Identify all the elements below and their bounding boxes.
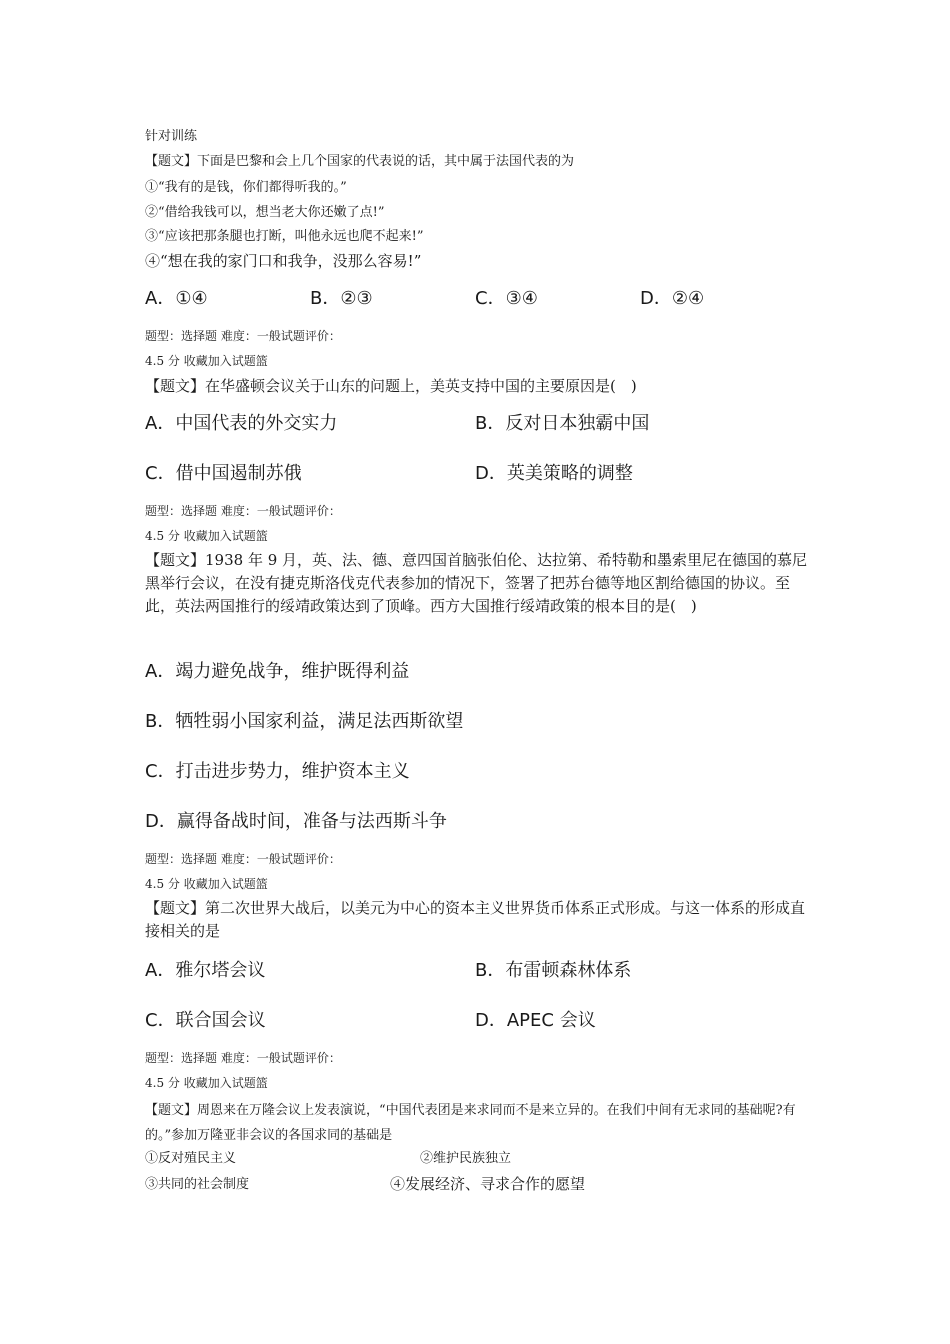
q3-stem: 【题文】1938 年 9 月，英、法、德、意四国首脑张伯伦、达拉第、希特勒和墨索里尼在德国的慕尼黑举行会议，在没有捷克斯洛伐克代表参加的情况下，签署了把苏台德等地区割给德国的协议。至此，英法两国推行的绥靖政策达到了顶峰。西方大国推行绥靖政策的根本目的是( ) xyxy=(145,551,808,615)
q1-option-a[interactable]: A．①④ xyxy=(145,288,208,309)
q5-item-3: ③共同的社会制度 xyxy=(145,1177,250,1192)
q5-item-2: ②维护民族独立 xyxy=(420,1151,512,1166)
q2-option-b[interactable]: B．反对日本独霸中国 xyxy=(475,413,650,434)
q1-stem: 【题文】下面是巴黎和会上几个国家的代表说的话，其中属于法国代表的为 xyxy=(145,154,575,169)
q2-option-c[interactable]: C．借中国遏制苏俄 xyxy=(145,463,302,484)
q1-option-c[interactable]: C．③④ xyxy=(475,288,538,309)
q3-option-d[interactable]: D．赢得备战时间，准备与法西斯斗争 xyxy=(145,811,447,832)
q1-option-b[interactable]: B．②③ xyxy=(310,288,373,309)
q3-meta-type: 题型：选择题 难度：一般试题评价： xyxy=(145,852,341,866)
q2-option-a[interactable]: A．中国代表的外交实力 xyxy=(145,413,338,434)
q5-stem: 【题文】周恩来在万隆会议上发表演说，“中国代表团是来求同而不是来立异的。在我们中间有无求同的基础呢?有的。”参加万隆亚非会议的各国求同的基础是 xyxy=(145,1103,796,1143)
q4-option-c[interactable]: C．联合国会议 xyxy=(145,1010,266,1031)
q4-option-b[interactable]: B．布雷顿森林体系 xyxy=(475,960,632,981)
q3-option-c[interactable]: C．打击进步势力，维护资本主义 xyxy=(145,761,410,782)
q4-meta-type: 题型：选择题 难度：一般试题评价： xyxy=(145,1051,341,1065)
q1-meta-type: 题型：选择题 难度：一般试题评价： xyxy=(145,329,341,343)
q1-item-2: ②“借给我钱可以，想当老大你还嫩了点!” xyxy=(145,205,385,220)
q5-item-4: ④发展经济、寻求合作的愿望 xyxy=(390,1175,586,1193)
q1-meta-action[interactable]: 4.5 分 收藏加入试题篮 xyxy=(145,354,268,368)
q3-option-b[interactable]: B．牺牲弱小国家利益，满足法西斯欲望 xyxy=(145,711,464,732)
q3-meta-action[interactable]: 4.5 分 收藏加入试题篮 xyxy=(145,877,268,891)
q3-option-a[interactable]: A．竭力避免战争，维护既得利益 xyxy=(145,661,410,682)
q2-stem: 【题文】在华盛顿会议关于山东的问题上，美英支持中国的主要原因是( ) xyxy=(145,377,637,395)
q2-option-d[interactable]: D．英美策略的调整 xyxy=(475,463,633,484)
q4-option-d[interactable]: D．APEC 会议 xyxy=(475,1010,596,1031)
q2-meta-action[interactable]: 4.5 分 收藏加入试题篮 xyxy=(145,529,268,543)
section-title: 针对训练 xyxy=(145,129,198,144)
q4-option-a[interactable]: A．雅尔塔会议 xyxy=(145,960,266,981)
q1-item-4: ④“想在我的家门口和我争，没那么容易!” xyxy=(145,252,422,270)
q4-stem: 【题文】第二次世界大战后，以美元为中心的资本主义世界货币体系正式形成。与这一体系的形成直接相关的是 xyxy=(145,899,806,940)
q1-item-1: ①“我有的是钱，你们都得听我的。” xyxy=(145,180,347,195)
q1-option-d[interactable]: D．②④ xyxy=(640,288,705,309)
q5-item-1: ①反对殖民主义 xyxy=(145,1151,237,1166)
q4-meta-action[interactable]: 4.5 分 收藏加入试题篮 xyxy=(145,1076,268,1090)
q1-item-3: ③“应该把那条腿也打断，叫他永远也爬不起来!” xyxy=(145,229,424,244)
q2-meta-type: 题型：选择题 难度：一般试题评价： xyxy=(145,504,341,518)
